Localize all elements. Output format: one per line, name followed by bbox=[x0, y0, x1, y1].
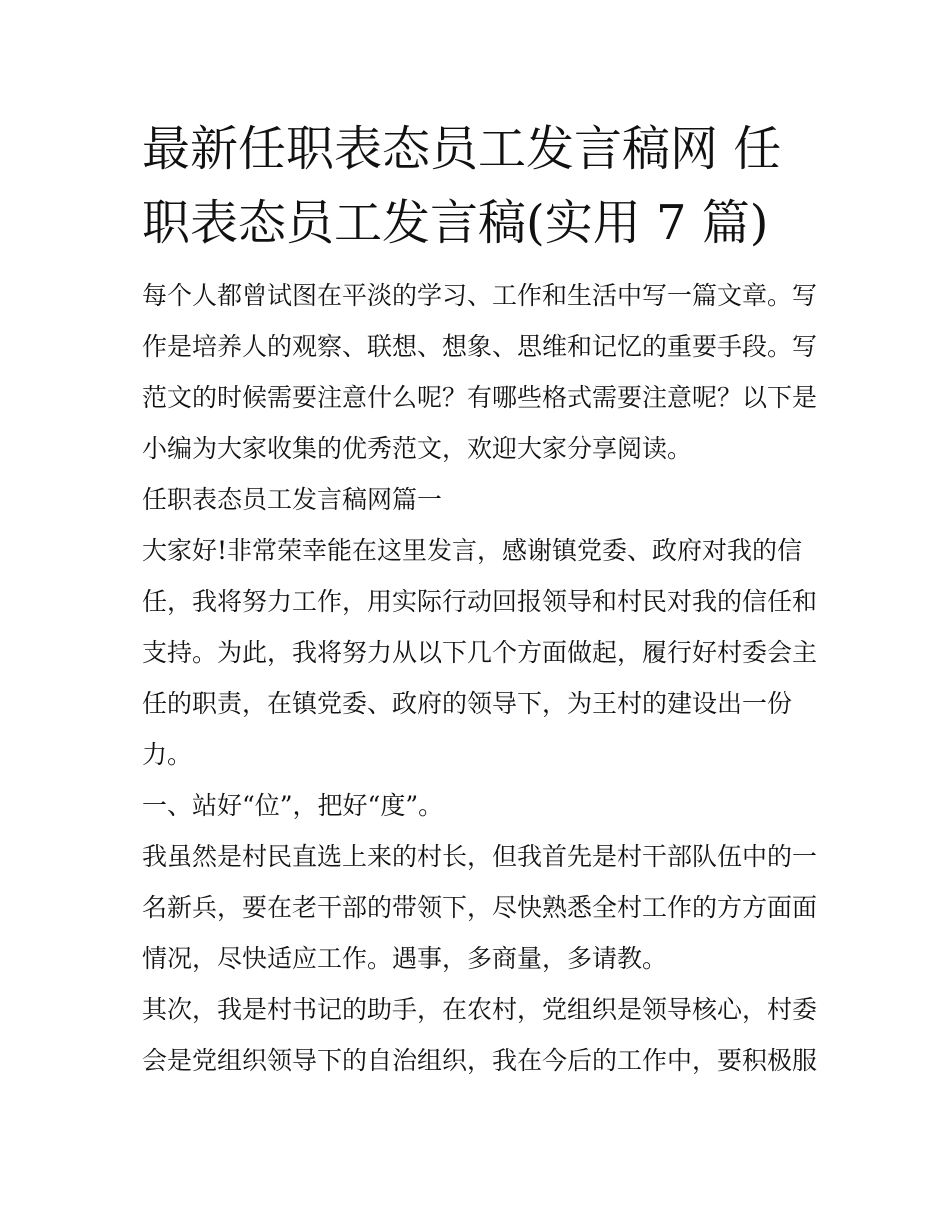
document-body bbox=[142, 270, 818, 1086]
document-title bbox=[142, 112, 814, 260]
title-line: 职表态员工发言稿(实用 7 篇) bbox=[142, 195, 769, 251]
body-line: 作是培养人的观察、联想、想象、思维和记忆的重要手段。写 bbox=[142, 332, 818, 361]
body-line: 力。 bbox=[142, 740, 193, 769]
subheading: 一、站好“位”，把好“度”。 bbox=[142, 791, 444, 820]
body-line: 名新兵，要在老干部的带领下，尽快熟悉全村工作的方方面面 bbox=[142, 893, 818, 922]
body-line: 其次，我是村书记的助手，在农村，党组织是领导核心，村委 bbox=[142, 995, 818, 1024]
section-heading: 任职表态员工发言稿网篇一 bbox=[142, 485, 443, 514]
body-line: 每个人都曾试图在平淡的学习、工作和生活中写一篇文章。写 bbox=[142, 281, 818, 310]
body-line: 支持。为此，我将努力从以下几个方面做起，履行好村委会主 bbox=[142, 638, 818, 667]
body-line: 我虽然是村民直选上来的村长，但我首先是村干部队伍中的一 bbox=[142, 842, 818, 871]
body-line: 会是党组织领导下的自治组织，我在今后的工作中，要积极服 bbox=[142, 1046, 818, 1075]
body-line: 大家好!非常荣幸能在这里发言，感谢镇党委、政府对我的信 bbox=[142, 536, 803, 565]
title-line: 最新任职表态员工发言稿网 任 bbox=[142, 121, 782, 177]
body-line: 情况，尽快适应工作。遇事，多商量，多请教。 bbox=[142, 944, 668, 973]
document-page bbox=[142, 112, 818, 1086]
body-line: 小编为大家收集的优秀范文，欢迎大家分享阅读。 bbox=[142, 434, 693, 463]
body-line: 范文的时候需要注意什么呢？有哪些格式需要注意呢？以下是 bbox=[142, 383, 818, 412]
body-line: 任的职责，在镇党委、政府的领导下，为王村的建设出一份 bbox=[142, 689, 793, 718]
body-line: 任，我将努力工作，用实际行动回报领导和村民对我的信任和 bbox=[142, 587, 818, 616]
